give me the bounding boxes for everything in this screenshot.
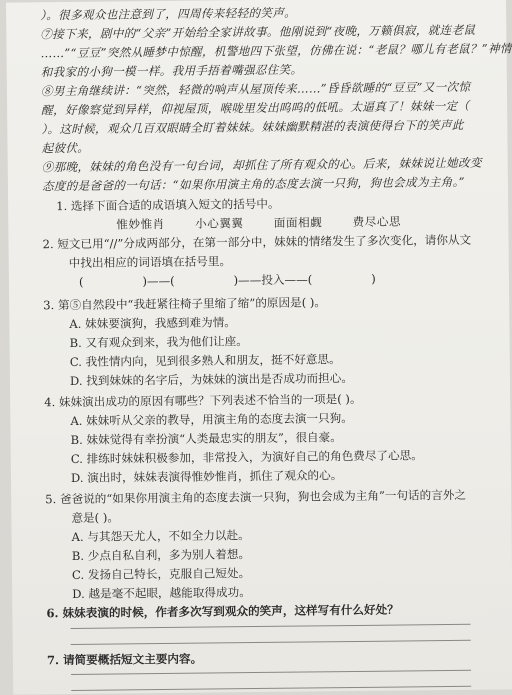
answer-line[interactable] <box>71 640 471 645</box>
option: 小心翼翼 <box>195 216 244 231</box>
question-3-option-a[interactable]: A. 妹妹要演狗，我感到难为情。 <box>69 315 236 331</box>
passage-line: 和我家的小狗一模一样。我用手捂着嘴强忍住笑。 <box>40 62 303 80</box>
question-3-stem: 3. 第⑤自然段中“我赶紧往椅子里缩了缩”的原因是( )。 <box>43 295 327 313</box>
question-7-stem: 7. 请简要概括短文主要内容。 <box>46 651 203 668</box>
option: 惟妙惟肖 <box>116 216 165 232</box>
question-5-option-b[interactable]: B. 少点自私自利，多为别人着想。 <box>71 547 251 563</box>
question-4-stem: 4. 妹妹演出成功的原因有哪些？下列表述不恰当的一项是( )。 <box>44 391 362 410</box>
question-4-option-b[interactable]: B. 妹妹觉得有幸扮演“人类最忠实的朋友”，很自豪。 <box>70 430 342 447</box>
passage-line: 起彼伏。 <box>41 140 90 156</box>
passage-line: ……”“豆豆”突然从睡梦中惊醒，机警地四下张望，仿佛在说：“老鼠？哪儿有老鼠？”神情 <box>40 41 512 61</box>
question-5-stem: 5. 爸爸说的“如果你用演主角的态度去演一只狗，狗也会成为主角”一句话的言外之 <box>45 487 467 507</box>
passage-line: ）。很多观众也注意到了，四周传来轻轻的笑声。 <box>40 5 297 23</box>
answer-line[interactable] <box>71 624 471 629</box>
option: 费尽心思 <box>352 214 402 229</box>
passage-line: ⑧男主角继续讲：“突然，轻微的响声从屋顶传来……”昏昏欲睡的“豆豆”又一次惊 <box>40 79 471 99</box>
passage-line: ）。这时候，观众几百双眼睛全盯着妹妹。妹妹幽默精湛的表演使得台下的笑声此 <box>41 117 464 137</box>
passage-line: ⑦接下来，剧中的“父亲”开始给全家讲故事。他刚说到“夜晚，万籁俱寂，就连老鼠 <box>40 22 476 42</box>
question-4-option-d[interactable]: D. 演出时，妹妹表演得惟妙惟肖，抓住了观众的心。 <box>70 468 343 485</box>
option: 面面相觑 <box>273 215 323 230</box>
question-3-option-b[interactable]: B. 又有观众到来，我为他们让座。 <box>69 334 248 350</box>
passage-line: 态度的是爸爸的一句话：“如果你用演主角的态度去演一只狗，狗也会成为主角。” <box>41 174 465 194</box>
question-5-option-d[interactable]: D. 越是毫不起眼，越能取得成功。 <box>72 585 251 601</box>
question-5-option-a[interactable]: A. 与其怨天尤人，不如全力以赴。 <box>71 528 250 544</box>
question-1-options <box>116 214 446 232</box>
question-2-stem-cont: 中找出相应的词语填在括号里。 <box>68 254 232 270</box>
question-3-option-c[interactable]: C. 我性情内向，见到很多熟人和朋友，挺不好意思。 <box>69 352 341 369</box>
question-5-stem-cont: 意是( )。 <box>71 510 120 525</box>
question-2-blanks[interactable]: ( )——( )——投入——( ) <box>78 271 376 289</box>
question-4-option-a[interactable]: A. 妹妹听从父亲的教导，用演主角的态度去演一只狗。 <box>70 411 353 428</box>
answer-line[interactable] <box>71 670 471 675</box>
question-1-stem: 1. 选择下面合适的成语填入短文的括号中。 <box>56 196 280 214</box>
question-2-stem: 2. 短文已用“//”分成两部分，在第一部分中，妹妹的情绪发生了多次变化，请你从文 <box>42 232 472 252</box>
question-5-option-c[interactable]: C. 发扬自己特长，克服自己短处。 <box>71 566 251 582</box>
passage-line: ⑨那晚，妹妹的角色没有一句台词，却抓住了所有观众的心。后来，妹妹说让她改变 <box>41 155 482 175</box>
passage-line: 醒，好像察觉到异样，仰视屋顶，喉咙里发出呜呜的低吼。太逼真了！妹妹一定（ <box>41 98 470 118</box>
answer-line[interactable] <box>71 686 471 691</box>
question-6-stem: 6. 妹妹表演的时候，作者多次写到观众的笑声，这样写有什么好处？ <box>46 602 399 621</box>
question-3-option-d[interactable]: D. 找到妹妹的名字后，为妹妹的演出是否成功而担心。 <box>69 371 353 388</box>
exam-page <box>6 0 512 695</box>
question-4-option-c[interactable]: C. 排练时妹妹积极参加，非常投入，为演好自己的角色费尽了心思。 <box>70 448 423 466</box>
